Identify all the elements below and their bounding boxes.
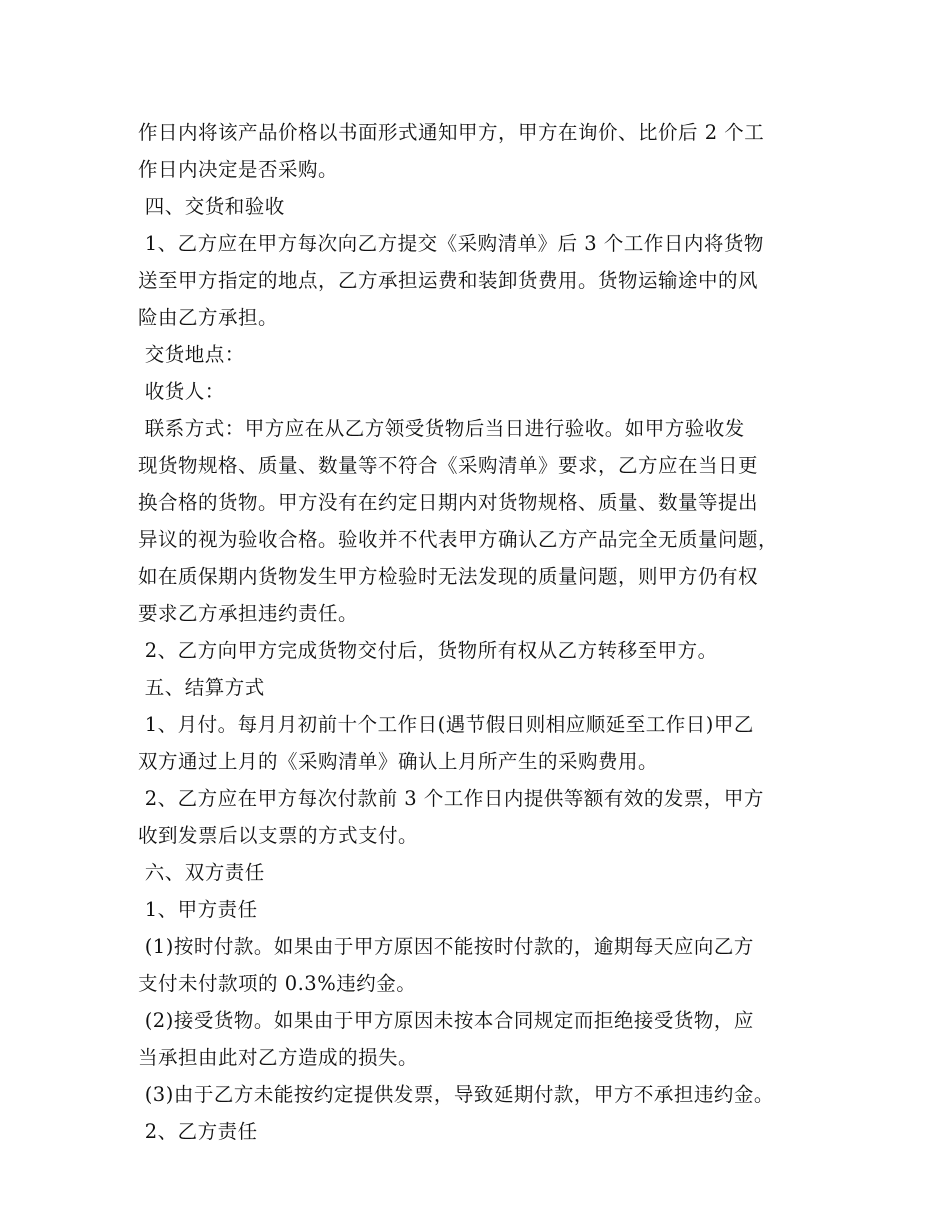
subsection-heading: 1、甲方责任 [138,898,258,921]
text-line: (1)按时付款。如果由于甲方原因不能按时付款的，逾期每天应向乙方 [138,935,754,958]
section-heading: 四、交货和验收 [138,195,285,218]
text-line: 1、乙方应在甲方每次向乙方提交《采购清单》后 3 个工作日内将货物 [138,232,764,255]
text-line: 要求乙方承担违约责任。 [138,602,359,625]
document-body [138,114,838,1150]
text-line: 1、月付。每月月初前十个工作日(遇节假日则相应顺延至工作日)甲乙 [138,713,754,736]
text-line: 送至甲方指定的地点，乙方承担运费和装卸货费用。货物运输途中的风 [138,269,759,292]
text-line: 如在质保期内货物发生甲方检验时无法发现的质量问题，则甲方仍有权 [138,565,759,588]
subsection-heading: 2、乙方责任 [138,1120,258,1143]
text-line: 收到发票后以支票的方式支付。 [138,824,419,847]
text-line: 联系方式：甲方应在从乙方领受货物后当日进行验收。如甲方验收发 [138,417,745,440]
text-line: 当承担由此对乙方造成的损失。 [138,1046,419,1069]
text-line: 双方通过上月的《采购清单》确认上月所产生的采购费用。 [138,750,659,773]
text-line: 现货物规格、质量、数量等不符合《采购清单》要求，乙方应在当日更 [138,454,759,477]
section-heading: 五、结算方式 [138,676,265,699]
text-line: 2、乙方应在甲方每次付款前 3 个工作日内提供等额有效的发票，甲方 [138,787,764,810]
text-line: 作日内将该产品价格以书面形式通知甲方，甲方在询价、比价后 2 个工 [138,121,765,144]
text-line: 作日内决定是否采购。 [138,158,339,181]
text-line: 交货地点： [138,343,245,366]
text-line: 异议的视为验收合格。验收并不代表甲方确认乙方产品完全无质量问题， [138,528,779,551]
text-line: 险由乙方承担。 [138,306,279,329]
text-line: 支付未付款项的 0.3%违约金。 [138,972,417,995]
text-line: 收货人： [138,380,225,403]
text-line: 换合格的货物。甲方没有在约定日期内对货物规格、质量、数量等提出 [138,491,759,514]
section-heading: 六、双方责任 [138,861,265,884]
text-line: 2、乙方向甲方完成货物交付后，货物所有权从乙方转移至甲方。 [138,639,718,662]
text-line: (2)接受货物。如果由于甲方原因未按本合同规定而拒绝接受货物，应 [138,1009,754,1032]
text-line: (3)由于乙方未能按约定提供发票，导致延期付款，甲方不承担违约金。 [138,1083,774,1106]
